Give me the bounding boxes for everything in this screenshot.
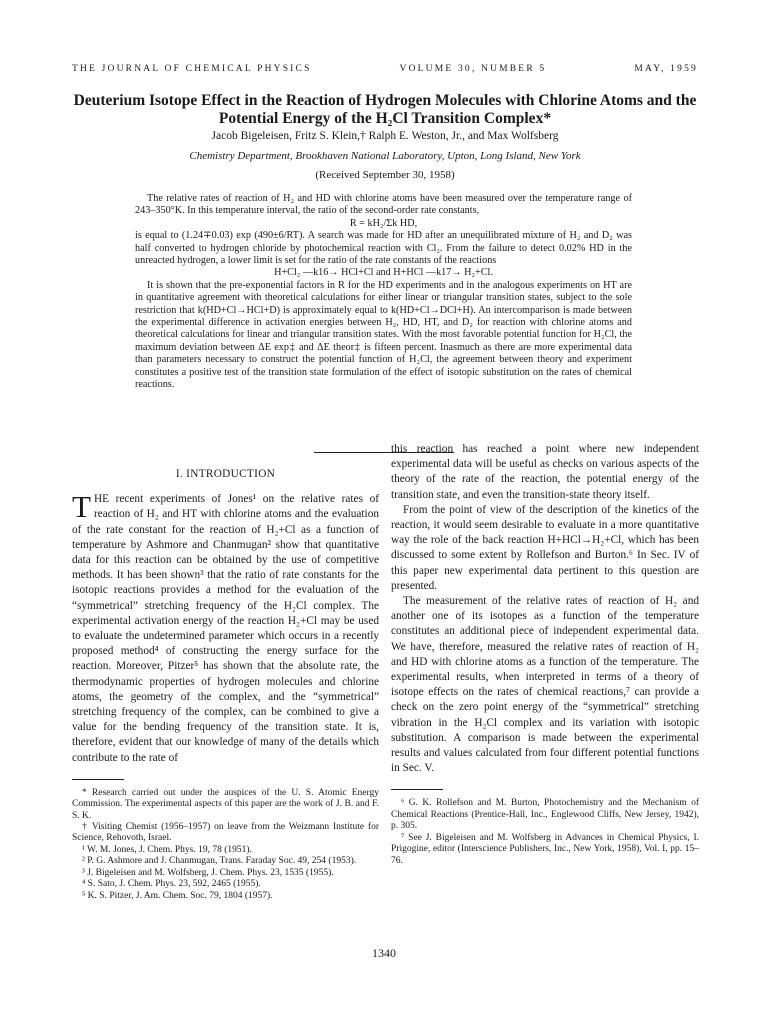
intro-paragraph-3: The measurement of the relative rates of reaction of H₂ and another one of its isotopes as a function of the temperature constitutes an additional piece of independent experimental data. We have, therefore, measured the relative rates of reaction of H₂ and HD with chlorine atoms as a function of the temperature. The experimental results, when interpreted in terms of a theory of isotope effects on the rates of chemical reactions,⁷ can provide a check on the zero point energy of the “symmetrical” stretching vibration in the H₂Cl complex and its variation with isotopic substitution. A comparison is made between the experimental results and values calculated from four different potential functions in Sec. V.: [391, 595, 699, 775]
author-list: Jacob Bigeleisen, Fritz S. Klein,† Ralph E. Weston, Jr., and Max Wolfsberg: [211, 130, 559, 142]
footnote: * Research carried out under the auspices of the U. S. Atomic Energy Commission. The experimental aspects of this paper are the work of J. B. and F. S. K.: [72, 787, 379, 821]
drop-cap: T: [72, 489, 91, 525]
intro-paragraph-continued: this reaction has reached a point where new independent experimental data will be useful as checks on various aspects of the theory of the rate of the reaction, the potential energy of the transition state, and even the transition-state theory itself.: [391, 443, 699, 501]
footnote-rule: [391, 789, 443, 790]
page-number: 1340: [372, 946, 396, 960]
intro-paragraph-1-text: HE recent experiments of Jones¹ on the relative rates of reaction of H₂ and HT with chlorine atoms and the evaluation of the rate constant for the reaction of H₂+Cl as a function of temperature by Ashmore and Chanmugan² show that quantitative data for this reaction can be obtained by the use of competitive methods. It has been shown³ that the ratio of rate constants for the isotopic reactions provides a method for the evaluation of the “symmetrical” stretching frequency of the H₂Cl complex. The experimental activation energy of the reaction H₂+Cl may be used to evaluate the undetermined parameter which occurs in a recently proposed method⁴ of constructing the energy surface for the reaction. Moreover, Pitzer⁵ has shown that the absolute rate, the thermodynamic properties of hydrogen molecules and chlorine atoms, the geometry of the complex, and the “symmetrical” stretching frequency of the complex, can be combined to give a value for the bending frequency of the transition state. It is, therefore, evident that our knowledge of many of the details which contribute to the rate of: [72, 493, 379, 764]
footnote: ¹ W. M. Jones, J. Chem. Phys. 19, 78 (1951).: [82, 844, 252, 855]
footnote-rule: [72, 779, 124, 780]
intro-paragraph-1: [72, 489, 379, 766]
footnotes-left: [72, 788, 379, 902]
article-title: Deuterium Isotope Effect in the Reaction of Hydrogen Molecules with Chlorine Atoms and the Potential Energy of the H₂Cl Transition Complex*: [73, 92, 697, 127]
intro-paragraph-2: From the point of view of the description of the kinetics of the reaction, it would seem desirable to evaluate in a more quantitative way the role of the back reaction H+HCl→H₂+Cl, which has been discussed to some extent by Rollefson and Burton.⁶ In Sec. IV of this paper new experimental data pertinent to this question are presented.: [391, 503, 699, 592]
running-head: [72, 64, 698, 74]
footnote: † Visiting Chemist (1956–1957) on leave from the Weizmann Institute for Science, Rehovoth, Israel.: [72, 822, 379, 844]
footnote: ⁵ K. S. Pitzer, J. Am. Chem. Soc. 79, 1804 (1957).: [82, 890, 273, 901]
footnote: ⁷ See J. Bigeleisen and M. Wolfsberg in Advances in Chemical Physics, I. Prigogine, editor (Interscience Publishers, Inc., New York, 1958), Vol. I, pp. 15–76.: [391, 832, 699, 866]
abstract-paragraph-3: It is shown that the pre-exponential factors in R for the HD experiments and in the analogous experiments on HT are in quantitative agreement with theoretical calculations for either linear or triangular transition states, subject to the sole restriction that k(HD+Cl→HCl+D) is approximately equal to k(HD+Cl→DCl+H). An intercomparison is made between the experimental difference in activation energies between H₂, HD, HT, and D₂ for reaction with chlorine atoms and theoretical calculations for linear and triangular transition states. With the most favorable potential function for H₂Cl, the maximum deviation between ΔE exp‡ and ΔE theor‡ is fifteen percent. Inasmuch as there are more experimental data than parameters necessary to construct the potential function of H₂Cl, the agreement between theory and experiment constitutes a positive test of the transition state formulation of the effect of isotopic substitution on the rates of chemical reactions.: [135, 279, 632, 391]
received-date: (Received September 30, 1958): [315, 169, 455, 181]
journal-name: THE JOURNAL OF CHEMICAL PHYSICS: [72, 64, 312, 74]
abstract-paragraph-2: is equal to (1.24∓0.03) exp (490±6/RT). A search was made for HD after an unequilibrated mixture of H₂ and D₂ was half converted to hydrogen chloride by photochemical reaction with Cl₂. From the failure to detect 0.02% HD in the unreacted hydrogen, a lower limit is set for the ratio of the rate constants of the reactions: [135, 230, 632, 267]
footnote: ⁶ G. K. Rollefson and M. Burton, Photochemistry and the Mechanism of Chemical Reactions (Prentice-Hall, Inc., Englewood Cliffs, New Jersey, 1942), p. 305.: [391, 798, 699, 832]
section-heading-introduction: I. INTRODUCTION: [175, 468, 276, 480]
abstract-equation-2: H+Cl₂ —k16→ HCl+Cl and H+HCl —k17→ H₂+Cl.: [274, 267, 493, 279]
footnote: ³ J. Bigeleisen and M. Wolfsberg, J. Chem. Phys. 23, 1535 (1955).: [82, 867, 334, 878]
volume-number: VOLUME 30, NUMBER 5: [399, 64, 547, 74]
abstract-equation-1: R = kH₂/Σk HD,: [349, 217, 418, 229]
footnotes-right: [391, 798, 699, 866]
footnote: ⁴ S. Sato, J. Chem. Phys. 23, 592, 2465 (1955).: [82, 879, 261, 890]
abstract-paragraph-1: The relative rates of reaction of H₂ and HD with chlorine atoms have been measured over the temperature range of 243–350°K. In this temperature interval, the ratio of the second-order rate constants,: [135, 193, 632, 217]
right-column: [391, 442, 699, 867]
footnote: ² P. G. Ashmore and J. Chanmugan, Trans. Faraday Soc. 49, 254 (1953).: [82, 856, 357, 867]
issue-date: MAY, 1959: [634, 64, 698, 74]
abstract: [135, 193, 632, 392]
affiliation: Chemistry Department, Brookhaven National Laboratory, Upton, Long Island, New York: [189, 150, 581, 162]
left-column: [72, 467, 379, 902]
